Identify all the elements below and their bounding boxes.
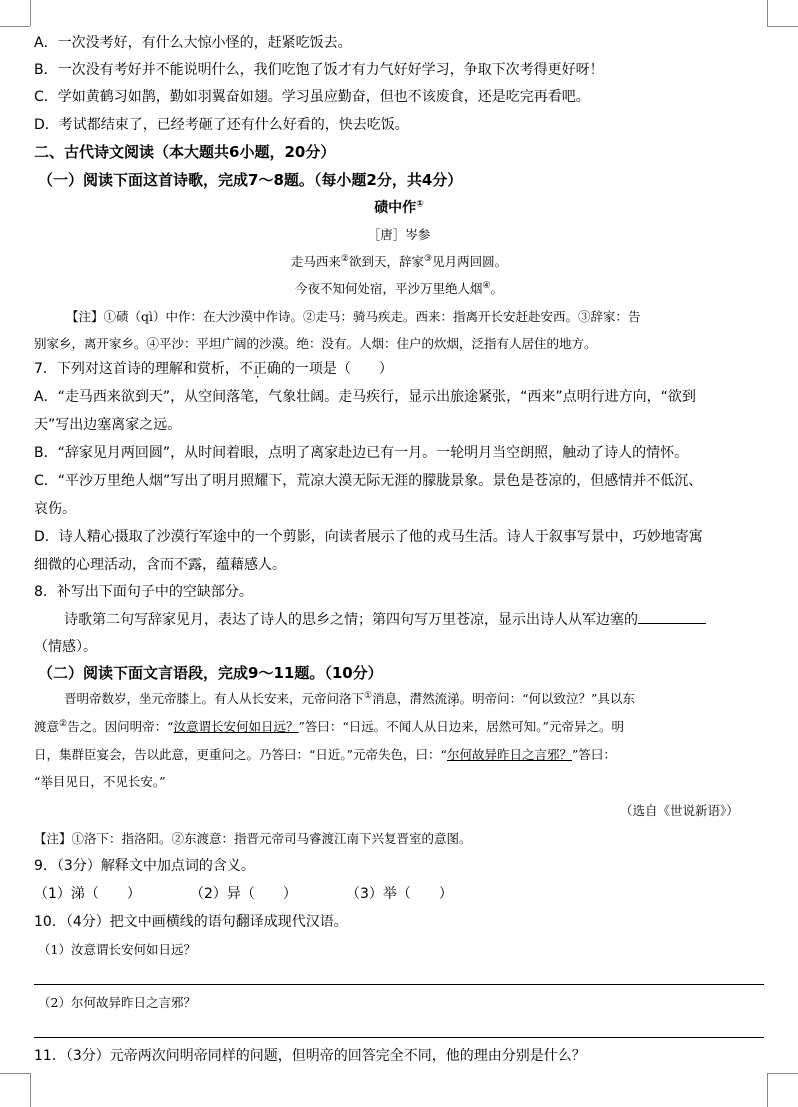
poem-note-ref-4: ④	[482, 280, 491, 291]
q7-stem-emphasis: 不正确	[238, 361, 281, 377]
q7-option-d-line1: D．诗人精心摄取了沙漠行军途中的一个剪影，向读者展示了他的戎马生活。诗人于叙事写景中，巧妙地寄寓	[34, 529, 703, 545]
passage-line-3-a: 日，集群臣宴会，告以此意，更重问之。乃答曰：“日近。”元帝失色，曰：“	[34, 747, 447, 762]
q7-stem-b: 的一项是（ ）	[280, 361, 393, 377]
q7-option-b: B．“辞家见月两回圆”，从时间着眼，点明了离家赴边已有一月。一轮明月当空朗照，触动了诗人的情怀。	[34, 445, 689, 461]
passage-line-2-c: ”答曰：“日远。不闻人从日边来，居然可知。”元帝异之。明	[298, 719, 624, 734]
q6-option-c: C．学如黄鹤习如鹊，勤如羽翼奋如翅。学习虽应勤奋，但也不该废食，还是吃完再看吧。	[34, 89, 590, 105]
q10-answer-line-1[interactable]	[34, 984, 764, 985]
passage-note: 【注】①洛下：指洛阳。②东渡意：指晋元帝司马睿渡江南下兴复晋室的意图。	[34, 831, 472, 846]
q8-stem: 8．补写出下面句子中的空缺部分。	[34, 584, 253, 600]
q8-body-text: 诗歌第二句写辞家见月，表达了诗人的思乡之情；第四句写万里苍凉，显示出诗人从军边塞的	[64, 612, 638, 628]
passage-line-4	[34, 773, 166, 791]
poem-title	[0, 199, 798, 217]
passage-line-4-a: “	[34, 774, 41, 789]
poem-title-note: ①	[416, 199, 424, 210]
q7-option-a-line2: 天”写出边塞离家之远。	[34, 417, 182, 433]
poem-line-1-b: 欲到天，辞家	[348, 254, 424, 269]
q8-tail: （情感）。	[34, 639, 97, 655]
passage-line-1	[64, 690, 635, 708]
q6-option-d: D．考试都结束了，已经考砸了还有什么好看的，快去吃饭。	[34, 117, 409, 133]
passage-line-4-b: 目见日，不见长安。”	[52, 774, 166, 789]
corner-mark-top-right-v	[767, 0, 768, 26]
poem-line-2-b: 。	[490, 281, 504, 296]
passage-line-1-a: 晋明帝数岁，坐元帝膝上。有人从长安来，元帝问洛下	[64, 691, 365, 706]
q10-stem: 10．（4分）把文中画横线的语句翻译成现代汉语。	[34, 914, 348, 930]
poem-note-ref-3: ③	[424, 253, 433, 264]
passage-line-1-c: 。明帝问：“何以致泣？”具以东	[459, 691, 635, 706]
corner-mark-top-right	[767, 26, 798, 27]
q7-stem	[34, 360, 393, 378]
passage-line-2-a: 渡意	[34, 719, 60, 734]
passage-dotted-word-ti: 涕	[447, 691, 460, 706]
passage-line-3	[34, 746, 616, 764]
poem-note-line-2: 别家乡，离开家乡。④平沙：平坦广阔的沙漠。绝：没有。人烟：住户的炊烟，泛指有人居住的地方。	[34, 336, 597, 351]
part1-title: （一）阅读下面这首诗歌，完成7～8题。（每小题2分，共4分）	[38, 171, 463, 189]
q8-body	[64, 610, 706, 629]
poem-author: ［唐］岑参	[367, 227, 431, 242]
q9-item-3: （3）举（ ）	[346, 886, 453, 902]
corner-mark-top-left-v	[30, 0, 31, 26]
q10-item-1: （1）汝意谓长安何如日远？	[38, 942, 196, 957]
q11-stem: 11．（3分）元帝两次问明帝同样的问题，但明帝的回答完全不同，他的理由分别是什么？	[34, 1048, 586, 1064]
passage-note-ref-1: ①	[364, 690, 373, 701]
q9-stem: 9．（3分）解释文中加点词的含义。	[34, 858, 255, 874]
part2-title: （二）阅读下面文言语段，完成9～11题。（10分）	[38, 664, 383, 682]
passage-underlined-sentence-1: 汝意谓长安何如日远？	[173, 719, 299, 734]
poem-line-2-a: 今夜不知何处宿，平沙万里绝人烟	[294, 281, 483, 296]
poem-note-ref-2: ②	[340, 253, 349, 264]
passage-line-3-b: ”答曰：	[571, 747, 616, 762]
q7-option-d-line2: 细微的心理活动，含而不露，蕴藉感人。	[34, 557, 286, 573]
q7-stem-a: 7．下列对这首诗的理解和赏析，	[34, 361, 239, 377]
passage-line-2	[34, 718, 624, 736]
corner-mark-bottom-right	[767, 1073, 798, 1074]
corner-mark-bottom-left-v	[30, 1073, 31, 1107]
poem-line-1	[0, 253, 798, 271]
passage-source: （选自《世说新语》）	[620, 803, 739, 818]
q7-option-c-line1: C．“平沙万里绝人烟”写出了明月照耀下，荒凉大漠无际无涯的朦胧景象。景色是苍凉的，但感情并不低沉、	[34, 473, 703, 489]
corner-mark-bottom-right-v	[767, 1073, 768, 1107]
q7-option-a-line1: A．“走马西来欲到天”，从空间落笔，气象壮阔。走马疾行，显示出旅途紧张，“西来”点明行进方向，“欲到	[34, 389, 696, 405]
passage-line-1-b: 消息，潸然流	[372, 691, 448, 706]
corner-mark-bottom-left	[0, 1073, 30, 1074]
q6-option-a: A．一次没考好，有什么大惊小怪的，赶紧吃饭去。	[34, 35, 352, 51]
q8-answer-blank[interactable]	[638, 610, 706, 624]
passage-dotted-word-ju: 举	[40, 774, 53, 789]
q9-item-2: （2）异（ ）	[190, 886, 297, 902]
q9-item-1: （1）涕（ ）	[34, 886, 141, 902]
poem-line-2	[0, 280, 798, 298]
q10-answer-line-2[interactable]	[34, 1037, 764, 1038]
q10-item-2: （2）尔何故异昨日之言邪？	[38, 995, 196, 1010]
q7-option-c-line2: 哀伤。	[34, 501, 76, 517]
passage-underlined-sentence-2: 尔何故异昨日之言邪？	[446, 747, 572, 762]
poem-note-line-1: 【注】①碛（qì）中作：在大沙漠中作诗。②走马：骑马疾走。西来：指离开长安赶赴安西。③辞家：告	[66, 309, 641, 324]
section2-title: 二、古代诗文阅读（本大题共6小题，20分）	[34, 143, 336, 161]
poem-line-1-c: 见月两回圆。	[432, 254, 508, 269]
corner-mark-top-left	[0, 26, 30, 27]
poem-title-text: 碛中作	[374, 200, 417, 216]
passage-line-2-b: 告之。因问明帝：“	[67, 719, 174, 734]
q6-option-b: B．一次没有考好并不能说明什么，我们吃饱了饭才有力气好好学习，争取下次考得更好呀！	[34, 62, 604, 78]
passage-note-ref-2: ②	[59, 718, 68, 729]
poem-line-1-a: 走马西来	[290, 254, 341, 269]
